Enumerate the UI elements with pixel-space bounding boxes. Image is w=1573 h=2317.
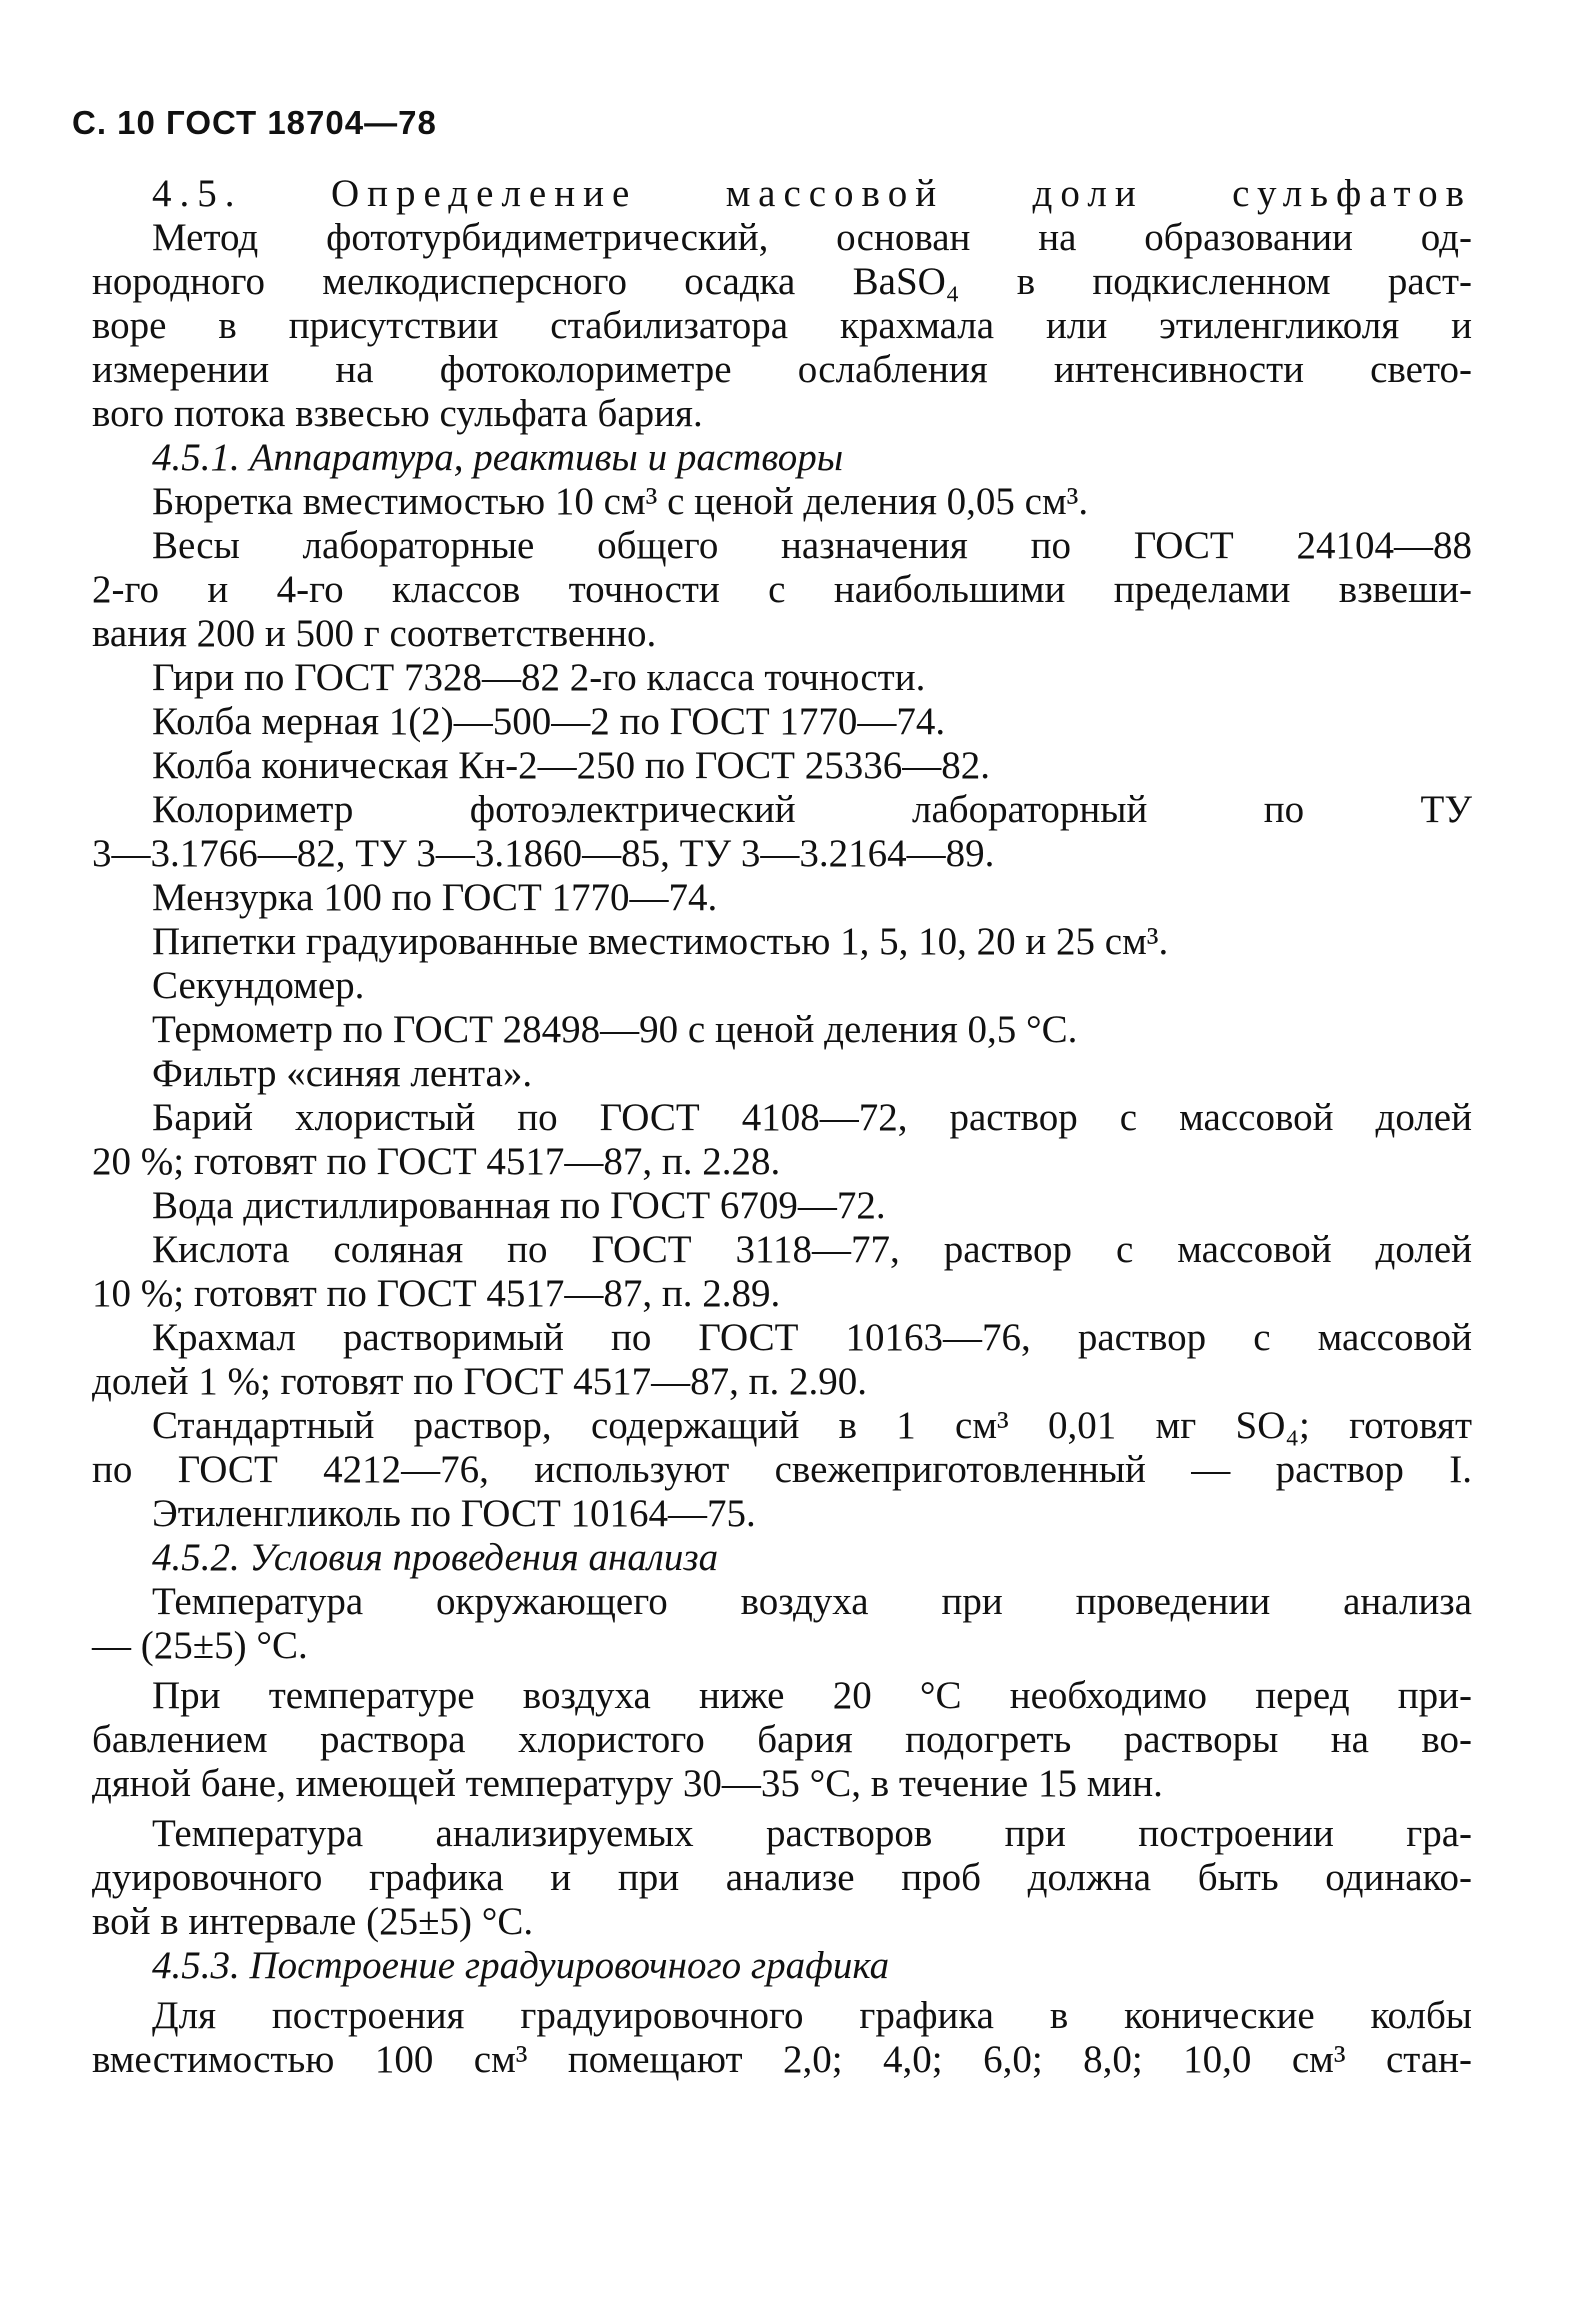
text-line: Пипетки градуированные вместимостью 1, 5, 10, 20 и 25 см³. bbox=[152, 920, 1169, 963]
text-line: вого потока взвесью сульфата бария. bbox=[92, 392, 703, 435]
text-line: Температура анализируемых растворов при построении гра- bbox=[152, 1812, 1472, 1855]
text-line: Крахмал растворимый по ГОСТ 10163—76, раствор с массовой bbox=[152, 1316, 1472, 1359]
text-line: нородного мелкодисперсного осадка BaSO₄ в подкисленном раст- bbox=[92, 260, 1472, 303]
text-line: Бюретка вместимостью 10 см³ с ценой деления 0,05 см³. bbox=[152, 480, 1089, 523]
text-line: по ГОСТ 4212—76, используют свежеприготовленный — раствор I. bbox=[92, 1448, 1472, 1491]
text-line: Фильтр «синяя лента». bbox=[152, 1052, 533, 1095]
text-line: вместимостью 100 см³ помещают 2,0; 4,0; 6,0; 8,0; 10,0 см³ стан- bbox=[92, 2038, 1472, 2081]
text-line: дуировочного графика и при анализе проб должна быть одинако- bbox=[92, 1856, 1472, 1899]
text-line: дяной бане, имеющей температуру 30—35 °С, в течение 15 мин. bbox=[92, 1762, 1163, 1805]
text-line: Стандартный раствор, содержащий в 1 см³ 0,01 мг SO₄; готовят bbox=[152, 1404, 1472, 1447]
text-line: вания 200 и 500 г соответственно. bbox=[92, 612, 657, 655]
text-line: измерении на фотоколориметре ослабления интенсивности свето- bbox=[92, 348, 1472, 391]
text-line: Гири по ГОСТ 7328—82 2-го класса точности. bbox=[152, 656, 926, 699]
text-line: долей 1 %; готовят по ГОСТ 4517—87, п. 2.90. bbox=[92, 1360, 868, 1403]
text-line: Колба коническая Кн-2—250 по ГОСТ 25336—82. bbox=[152, 744, 990, 787]
subsection-heading: 4.5.1. Аппаратура, реактивы и растворы bbox=[152, 436, 844, 479]
subsection-heading: 4.5.3. Построение градуировочного графика bbox=[152, 1944, 890, 1987]
text-line: Колориметр фотоэлектрический лабораторный по ТУ bbox=[152, 788, 1472, 831]
text-line: При температуре воздуха ниже 20 °С необходимо перед при- bbox=[152, 1674, 1472, 1717]
text-line: вой в интервале (25±5) °С. bbox=[92, 1900, 534, 1943]
text-line: 3—3.1766—82, ТУ 3—3.1860—85, ТУ 3—3.2164—89. bbox=[92, 832, 995, 875]
text-line: Секундомер. bbox=[152, 964, 365, 1007]
text-line: — (25±5) °С. bbox=[92, 1624, 308, 1667]
text-line: Колба мерная 1(2)—500—2 по ГОСТ 1770—74. bbox=[152, 700, 946, 743]
subsection-heading: 4.5.2. Условия проведения анализа bbox=[152, 1536, 719, 1579]
text-line: 10 %; готовят по ГОСТ 4517—87, п. 2.89. bbox=[92, 1272, 781, 1315]
text-line: Этиленгликоль по ГОСТ 10164—75. bbox=[152, 1492, 756, 1535]
text-line: Кислота соляная по ГОСТ 3118—77, раствор с массовой долей bbox=[152, 1228, 1472, 1271]
text-line: Вода дистиллированная по ГОСТ 6709—72. bbox=[152, 1184, 886, 1227]
text-line: Метод фототурбидиметрический, основан на образовании од- bbox=[152, 216, 1472, 259]
text-line: Барий хлористый по ГОСТ 4108—72, раствор с массовой долей bbox=[152, 1096, 1472, 1139]
text-line: 2-го и 4-го классов точности с наибольшими пределами взвеши- bbox=[92, 568, 1472, 611]
text-line: Термометр по ГОСТ 28498—90 с ценой деления 0,5 °С. bbox=[152, 1008, 1078, 1051]
text-line: бавлением раствора хлористого бария подогреть растворы на во- bbox=[92, 1718, 1472, 1761]
page-header: С. 10 ГОСТ 18704—78 bbox=[72, 104, 437, 141]
text-line: 20 %; готовят по ГОСТ 4517—87, п. 2.28. bbox=[92, 1140, 781, 1183]
text-line: Мензурка 100 по ГОСТ 1770—74. bbox=[152, 876, 718, 919]
text-line: Для построения градуировочного графика в конические колбы bbox=[152, 1994, 1472, 2037]
section-heading: 4.5. Определение массовой доли сульфатов bbox=[152, 172, 1472, 215]
text-line: воре в присутствии стабилизатора крахмала или этиленгликоля и bbox=[92, 304, 1472, 347]
text-line: Весы лабораторные общего назначения по ГОСТ 24104—88 bbox=[152, 524, 1472, 567]
text-line: Температура окружающего воздуха при проведении анализа bbox=[152, 1580, 1472, 1623]
